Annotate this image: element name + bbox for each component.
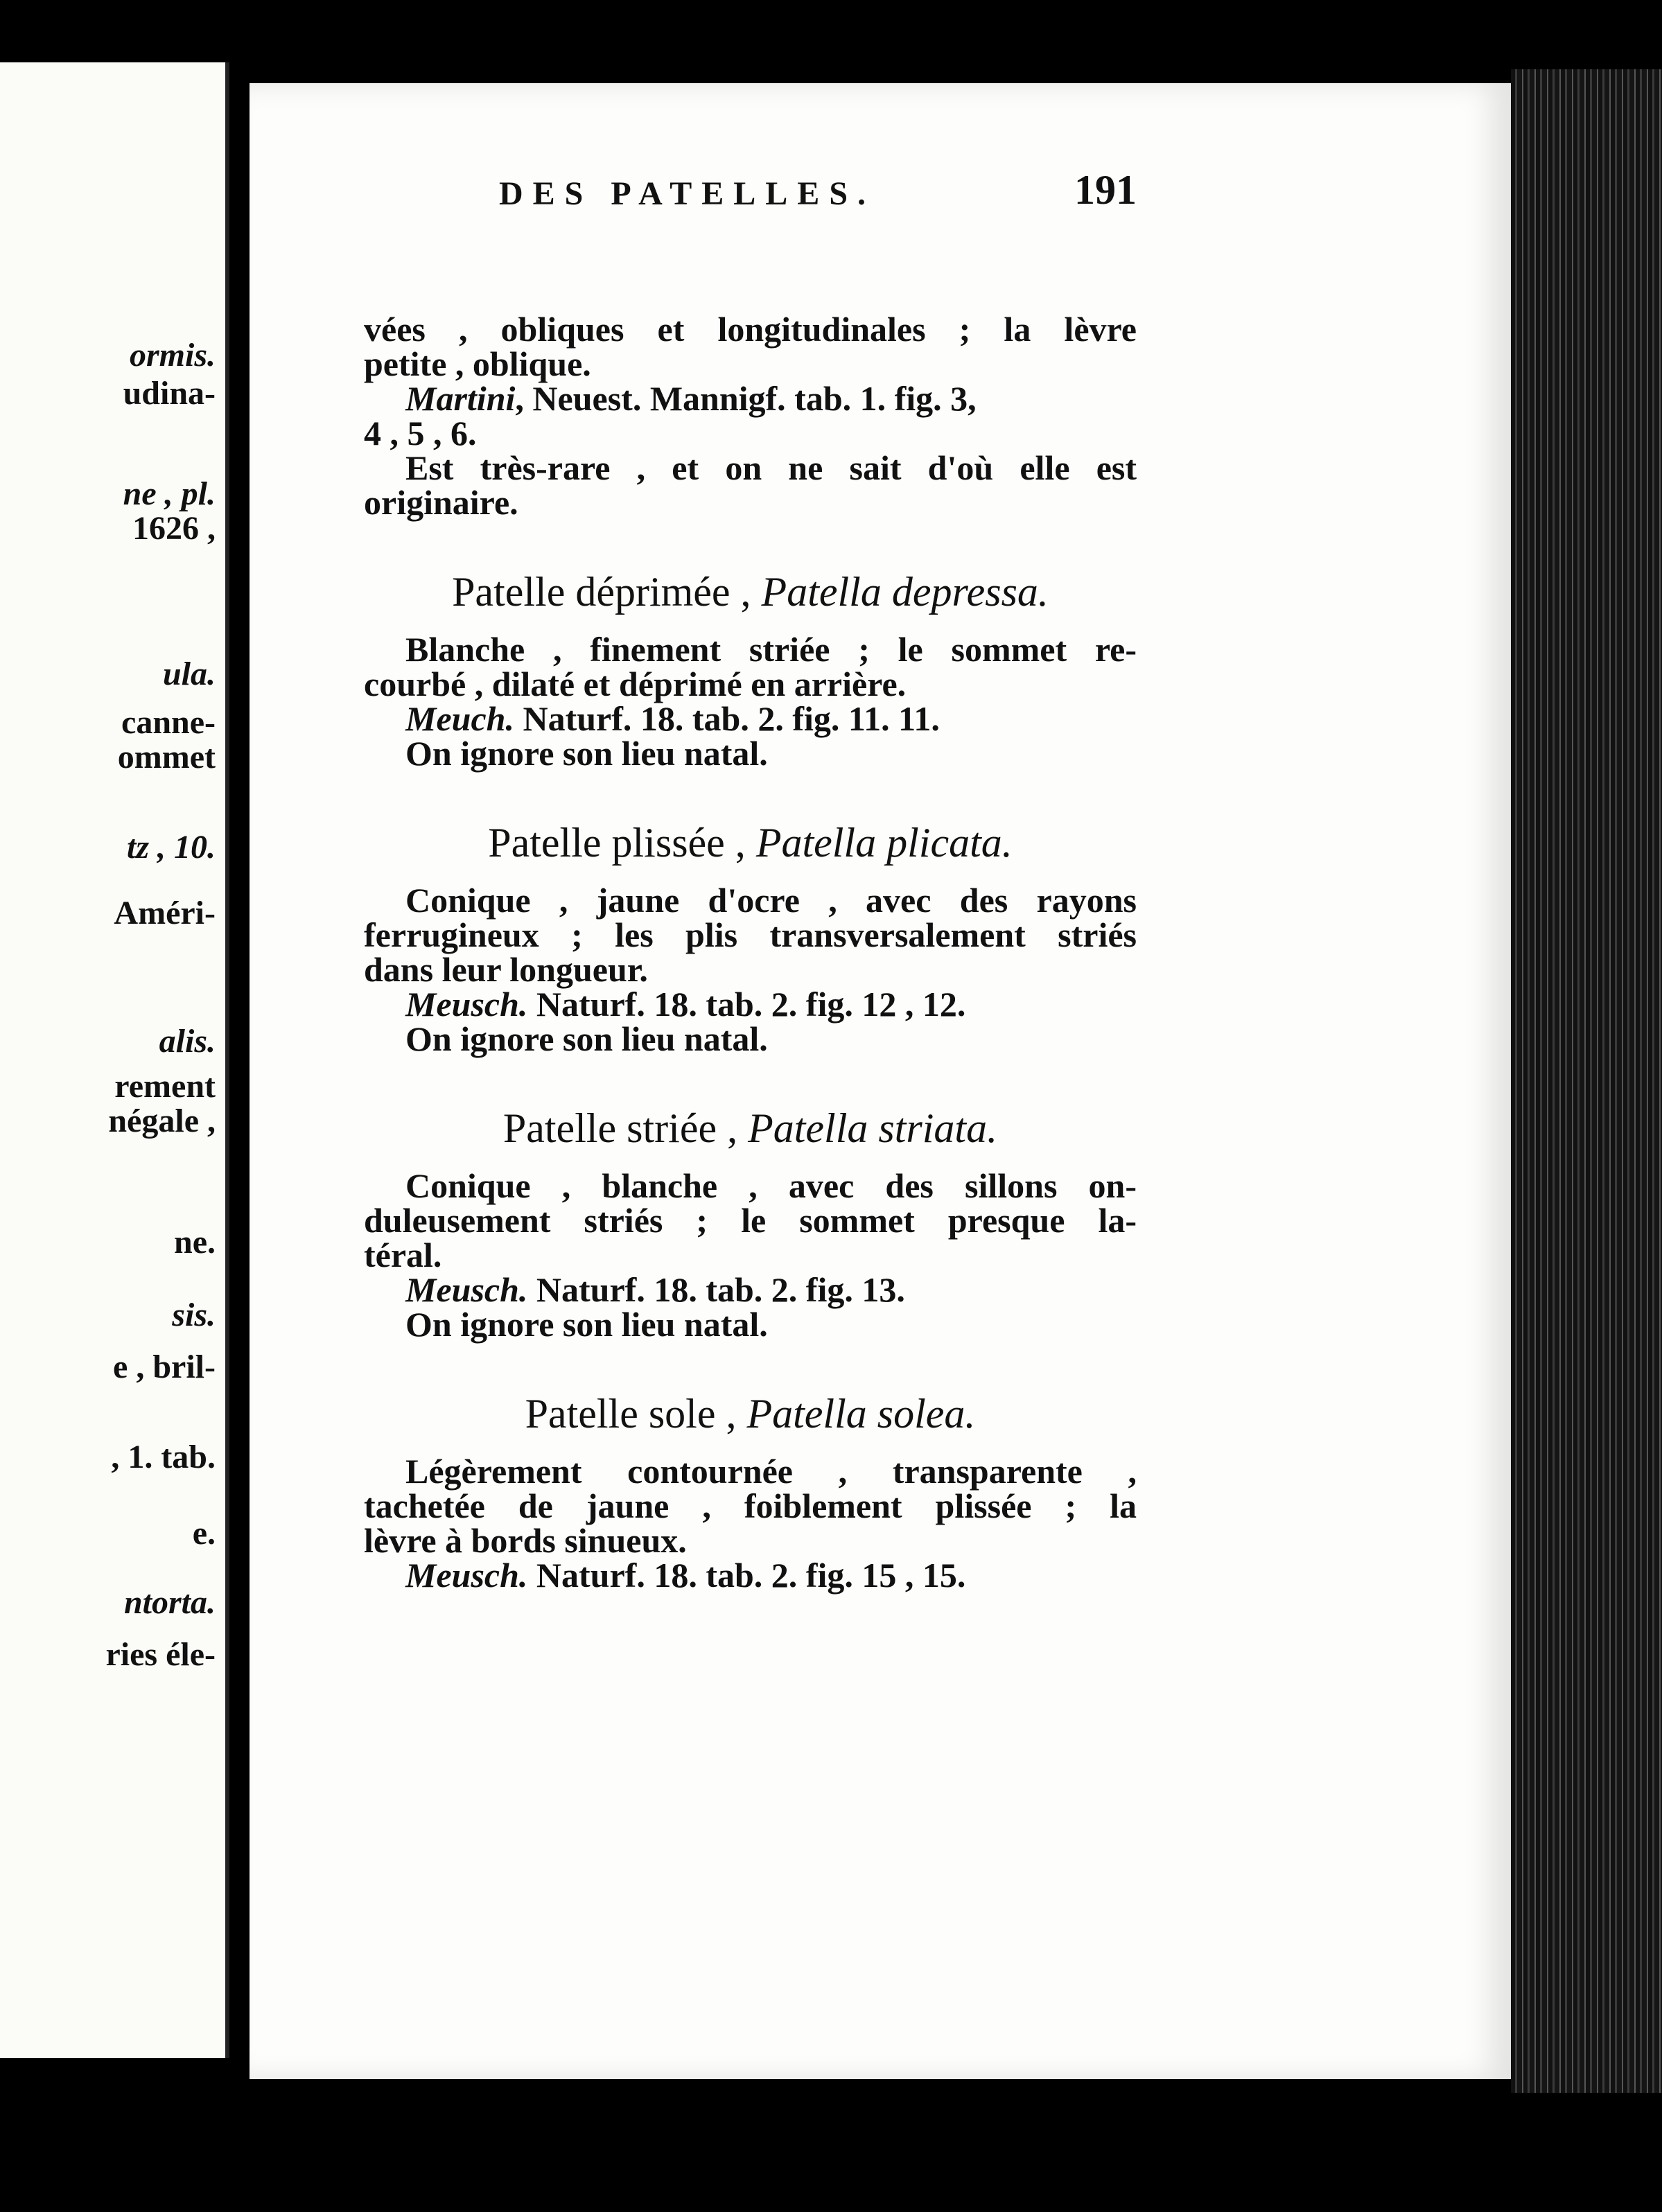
description-line: tachetée de jaune , foiblement plissée ; la <box>364 1486 1137 1525</box>
description-line: duleusement striés ; le sommet presque la- <box>364 1201 1137 1240</box>
left-facing-page <box>0 62 229 2058</box>
left-fragment: ntorta. <box>123 1584 216 1621</box>
reference-author: Meusch. <box>405 1270 528 1309</box>
description-line: dans leur longueur. <box>364 950 648 989</box>
description-line: Blanche , finement striée ; le sommet re- <box>405 630 1137 669</box>
habitat-line: On ignore son lieu natal. <box>405 734 768 773</box>
habitat-line: On ignore son lieu natal. <box>405 1305 768 1344</box>
page-edge <box>1511 69 1662 2093</box>
left-fragment: ne , pl. <box>123 475 216 512</box>
species-name-latin: Patella depressa. <box>761 569 1049 615</box>
species-entry <box>364 820 1137 1056</box>
species-entry <box>364 570 1137 771</box>
text-line: petite , oblique. <box>364 344 591 383</box>
reference-line <box>364 1556 1137 1595</box>
species-name-french: Patelle sole , <box>525 1391 737 1437</box>
left-fragment: , 1. tab. <box>111 1439 216 1475</box>
text-line: Est très-rare , et on ne sait d'où elle est <box>405 448 1137 487</box>
left-fragment: Améri- <box>114 895 216 931</box>
reference-text: , Neuest. Mannigf. tab. 1. fig. 3, <box>515 379 977 418</box>
text-line: originaire. <box>364 483 518 522</box>
text-line: vées , obliques et longitudinales ; la lèvre <box>364 310 1137 349</box>
description-line: téral. <box>364 1236 442 1274</box>
reference-text: Naturf. 18. tab. 2. fig. 11. 11. <box>514 699 940 738</box>
left-fragment: négale , <box>108 1103 216 1139</box>
habitat-line: On ignore son lieu natal. <box>405 1019 768 1058</box>
reference-line <box>364 985 1137 1024</box>
left-fragment: canne- <box>121 704 216 741</box>
continuation-entry <box>364 312 1137 520</box>
species-name-french: Patelle déprimée , <box>452 569 751 615</box>
species-entry <box>364 1391 1137 1595</box>
left-fragment: udina- <box>123 375 216 412</box>
description-line: courbé , dilaté et déprimé en arrière. <box>364 665 907 703</box>
description-line: Légèrement contournée , transparente , <box>405 1452 1137 1491</box>
page-header <box>499 166 1137 229</box>
text-line: 4 , 5 , 6. <box>364 414 477 453</box>
page-number: 191 <box>1074 167 1137 213</box>
description-line: lèvre à bords sinueux. <box>364 1521 687 1560</box>
reference-text: Naturf. 18. tab. 2. fig. 15 , 15. <box>527 1556 966 1595</box>
description-line: Conique , jaune d'ocre , avec des rayons <box>405 881 1137 920</box>
left-fragment: ula. <box>162 656 216 692</box>
reference-author: Meusch. <box>405 985 528 1024</box>
reference-line <box>364 1272 1137 1307</box>
reference-text: Naturf. 18. tab. 2. fig. 13. <box>527 1270 905 1309</box>
running-head: DES PATELLES. <box>499 175 876 212</box>
reference-line <box>364 701 1137 736</box>
left-fragment: e. <box>192 1515 216 1552</box>
left-fragment: rement <box>114 1068 216 1105</box>
reference-line <box>364 381 1137 416</box>
left-fragment: ries éle- <box>105 1636 216 1673</box>
reference-author: Meusch. <box>405 1556 528 1595</box>
species-entry <box>364 1106 1137 1342</box>
left-fragment: ormis. <box>129 337 216 374</box>
species-name-latin: Patella striata. <box>748 1105 998 1151</box>
left-fragment: sis. <box>172 1297 216 1333</box>
reference-text: Naturf. 18. tab. 2. fig. 12 , 12. <box>527 985 966 1024</box>
body-text <box>364 310 1137 1595</box>
species-heading <box>364 1106 1137 1150</box>
left-fragment: e , bril- <box>113 1349 216 1385</box>
species-name-french: Patelle plissée , <box>488 820 746 866</box>
left-fragment: ommet <box>117 739 216 775</box>
description-line: ferrugineux ; les plis transversalement striés <box>364 915 1137 954</box>
species-name-french: Patelle striée , <box>502 1105 738 1151</box>
left-fragment: ne. <box>174 1224 216 1261</box>
left-fragment: 1626 , <box>132 510 216 547</box>
left-fragment: alis. <box>159 1023 216 1060</box>
reference-author: Meuch. <box>405 699 514 738</box>
species-heading <box>364 1392 1137 1436</box>
left-fragment: tz , 10. <box>126 829 216 866</box>
species-heading <box>364 570 1137 614</box>
species-name-latin: Patella plicata. <box>755 820 1013 866</box>
reference-author: Martini <box>405 379 516 418</box>
species-heading <box>364 820 1137 865</box>
species-name-latin: Patella solea. <box>746 1391 976 1437</box>
description-line: Conique , blanche , avec des sillons on- <box>405 1166 1137 1205</box>
